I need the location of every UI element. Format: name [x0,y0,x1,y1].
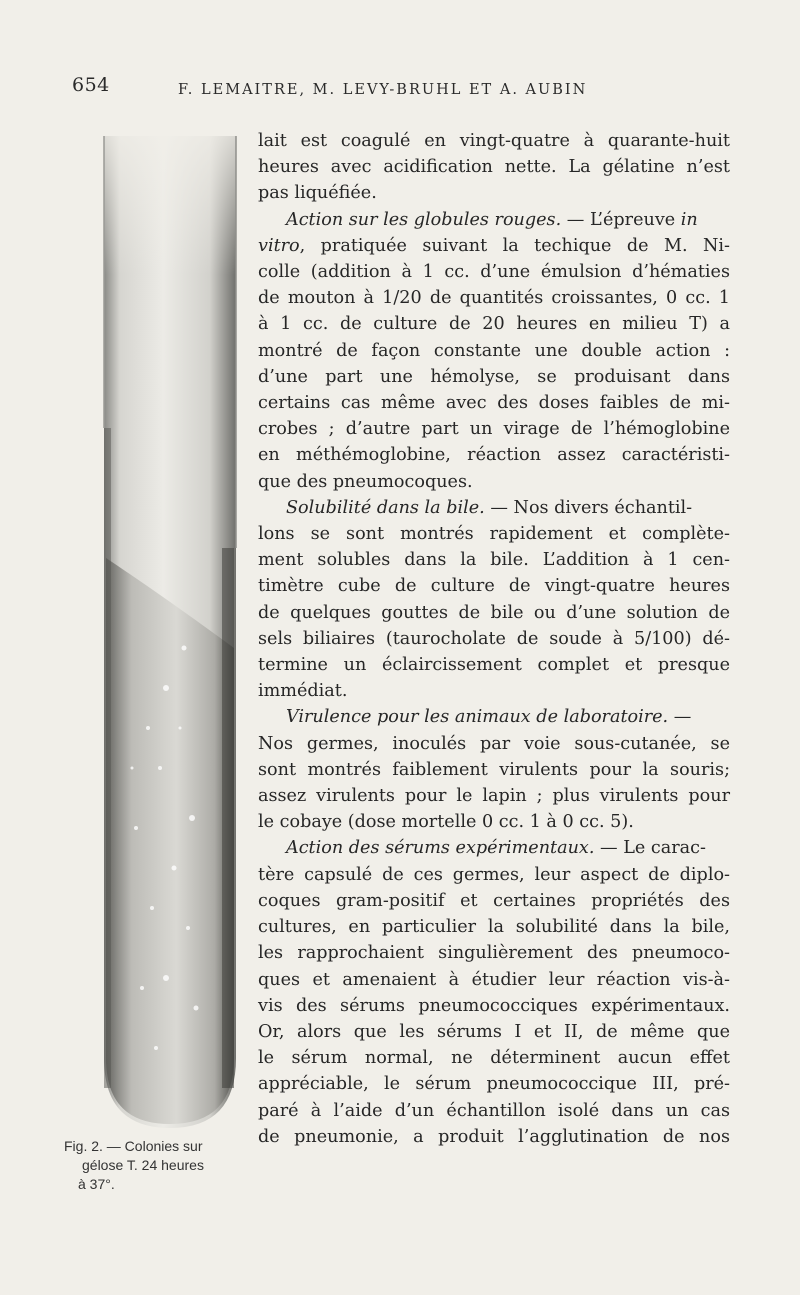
text-run: , pratiquée suivant la techique de M. Ni- [299,235,730,256]
text-line: Nos germes, inoculés par voie sous-cutanée, se [258,733,730,754]
caption-line: à 37°. [78,1176,115,1192]
paragraph-line [258,835,730,861]
text-line: appréciable, le sérum pneumococcique III, pré- [258,1074,730,1095]
text-line: de pneumonie, a produit l’agglutination de nos [258,1126,730,1147]
paragraph-line [258,207,730,233]
text-line: tère capsulé de ces germes, leur aspect de diplo- [258,864,730,885]
italic-run: vitro [258,235,300,256]
text-line: sels biliaires (taurocholate de soude à 5/100) dé- [258,628,730,649]
text-line: immédiat. [258,681,348,702]
text-line: pas liquéfiée. [258,183,377,204]
text-line: timètre cube de culture de vingt-quatre heures [258,576,730,597]
text-line: de mouton à 1/20 de quantités croissantes, 0 cc. 1 [258,288,730,309]
text-line: le sérum normal, ne déterminent aucun effet [258,1048,730,1069]
text-line: paré à l’aide d’un échantillon isolé dans un cas [258,1100,730,1121]
running-head: F. LEMAITRE, M. LEVY-BRUHL ET A. AUBIN [178,82,588,98]
text-run: — [668,707,692,728]
text-line: ment solubles dans la bile. L’addition à 1 cen- [258,550,730,571]
text-run: — Le carac- [594,838,706,859]
body-text [258,128,730,1150]
section-heading: Solubilité dans la bile. [286,497,485,518]
section-heading: Action sur les globules rouges. [286,209,562,230]
text-line: le cobaye (dose mortelle 0 cc. 1 à 0 cc. 5). [258,812,634,833]
text-line: sont montrés faiblement virulents pour la souris; [258,759,730,780]
text-line: en méthémoglobine, réaction assez caractéristi- [258,445,730,466]
text-line: crobes ; d’autre part un virage de l’hémoglobine [258,419,730,440]
text-line: d’une part une hémolyse, se produisant dans [258,366,730,387]
text-run: — L’épreuve [561,209,681,230]
text-line: termine un éclaircissement complet et presque [258,655,730,676]
paragraph-line [258,495,730,521]
text-line: montré de façon constante une double action : [258,340,730,361]
caption-line: gélose T. 24 heures [82,1157,204,1173]
text-line: cultures, en particulier la solubilité dans la bile, [258,917,730,938]
figure-caption [64,1137,264,1194]
text-line: à 1 cc. de culture de 20 heures en milieu T) a [258,314,730,335]
text-line: colle (addition à 1 cc. d’une émulsion d’hématies [258,262,730,283]
paragraph-line [258,233,730,259]
text-line: lons se sont montrés rapidement et complète- [258,524,730,545]
text-line: les rapprochaient singulièrement des pneumoco- [258,943,730,964]
section-heading: Virulence pour les animaux de laboratoire. [286,707,669,728]
section-heading: Action des sérums expérimentaux. [286,838,595,859]
text-line: certains cas même avec des doses faibles de mi- [258,393,730,414]
page-number: 654 [72,74,110,96]
culture-tube-figure [96,128,246,1138]
italic-run: in [680,209,698,230]
culture-tube-photo [96,128,246,1138]
text-run: — Nos divers échantil- [484,497,693,518]
text-line: coques gram-positif et certaines propriétés des [258,890,730,911]
text-line: assez virulents pour le lapin ; plus virulents pour [258,786,730,807]
text-line: Or, alors que les sérums I et II, de même que [258,1021,730,1042]
text-line: ques et amenaient à étudier leur réaction vis-à- [258,969,730,990]
text-line: de quelques gouttes de bile ou d’une solution de [258,602,730,623]
text-line: vis des sérums pneumococciques expérimentaux. [258,995,730,1016]
text-line: que des pneumocoques. [258,471,473,492]
text-line: lait est coagulé en vingt-quatre à quarante-huit [258,131,730,151]
caption-line: Fig. 2. — Colonies sur [64,1138,203,1154]
paragraph-line [258,704,730,730]
text-line: heures avec acidification nette. La gélatine n’est [258,157,730,178]
